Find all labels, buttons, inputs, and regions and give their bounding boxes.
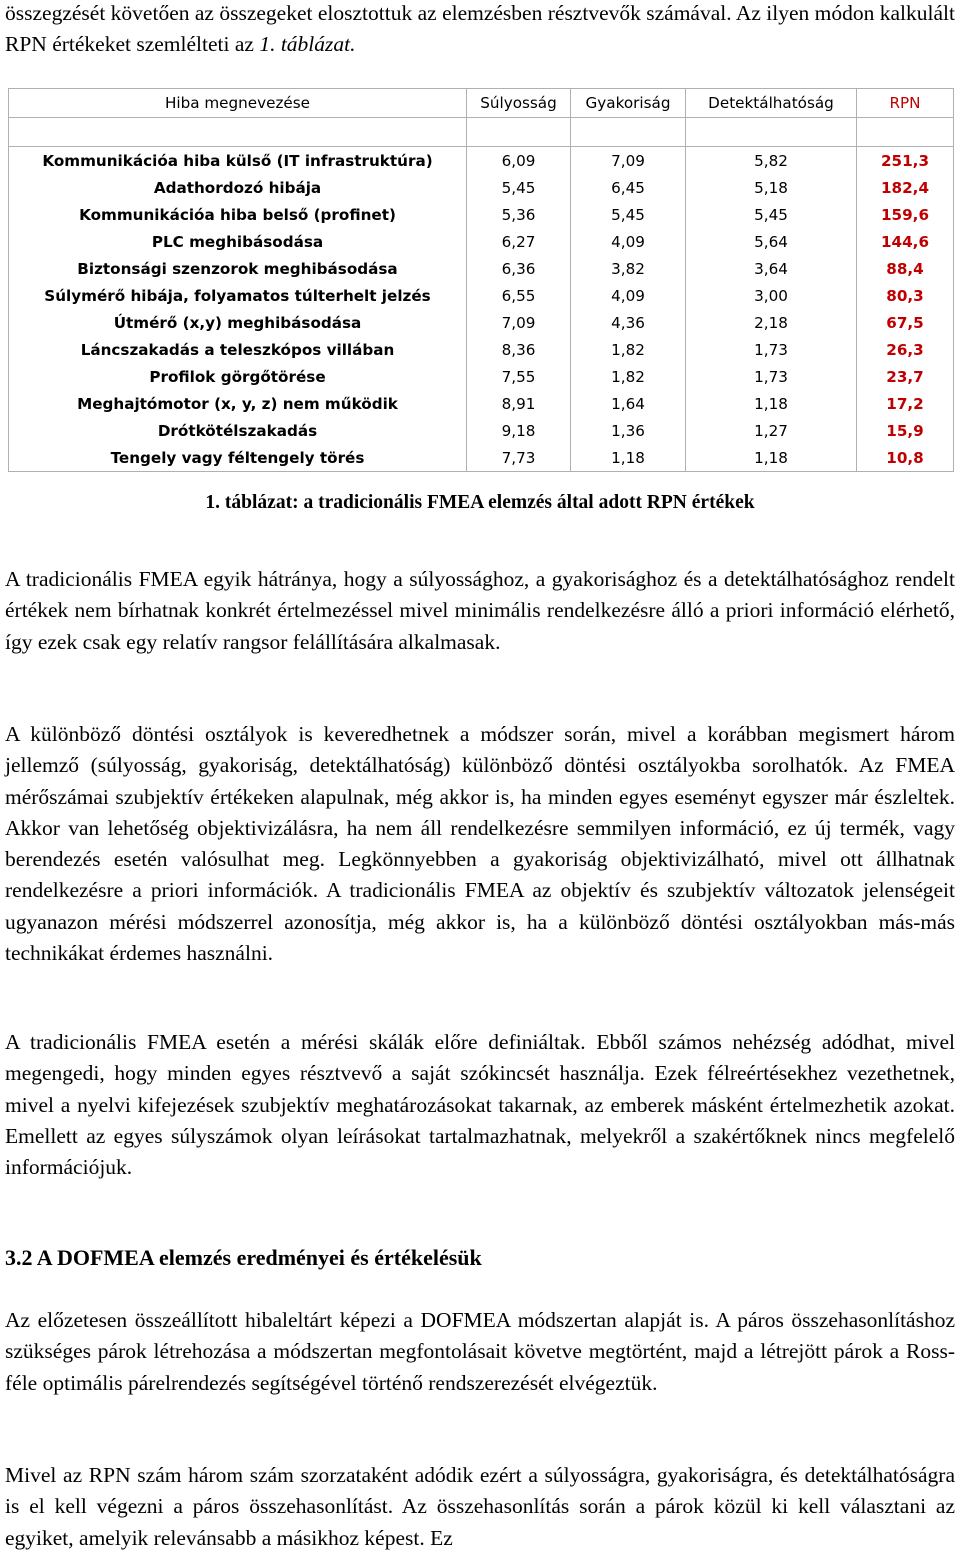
- cell-occurrence: 6,45: [571, 174, 686, 201]
- cell-rpn: 182,4: [857, 174, 954, 201]
- cell-detectability: 1,18: [686, 390, 857, 417]
- cell-detectability: 5,18: [686, 174, 857, 201]
- cell-failure-name: Kommunikációa hiba külső (IT infrastruktúra): [9, 147, 467, 175]
- cell-occurrence: 3,82: [571, 255, 686, 282]
- cell-rpn: 67,5: [857, 309, 954, 336]
- rpn-table: [8, 88, 954, 472]
- header-failure-name: Hiba megnevezése: [9, 89, 467, 118]
- cell-detectability: 1,73: [686, 336, 857, 363]
- table-row: [9, 201, 954, 228]
- cell-occurrence: 1,82: [571, 336, 686, 363]
- cell-detectability: 5,64: [686, 228, 857, 255]
- cell-severity: 6,09: [467, 147, 571, 175]
- cell-occurrence: 4,36: [571, 309, 686, 336]
- table-row: [9, 282, 954, 309]
- table-row: [9, 336, 954, 363]
- cell-detectability: 2,18: [686, 309, 857, 336]
- cell-failure-name: Súlymérő hibája, folyamatos túlterhelt jelzés: [9, 282, 467, 309]
- table-header-row: [9, 89, 954, 118]
- table-row: [9, 147, 954, 175]
- paragraph-2: A különböző döntési osztályok is keveredhetnek a módszer során, mivel a korábban megismert három jellemző (súlyosság, gyakoriság, detektálhatóság) különböző döntési osztályokba sorolhatók. Az FMEA mérőszámai szubjektív értékeken alapulnak, még akkor is, ha minden egyes eseményt egyszer már észleltek. Akkor van lehetőség objektivizálásra, ha nem áll rendelkezésre semmilyen információ, ez új termék, vagy berendezés esetén valósulhat meg. Legkönnyebben a gyakoriság objektivizálható, mivel ott állhatnak rendelkezésre a priori információk. A tradicionális FMEA az objektív és szubjektív változatok jelenségeit ugyanazon mérési módszerrel azonosítja, még akkor is, ha a különböző döntési osztályokban más-más technikákat érdemes használni.: [5, 722, 955, 966]
- table-row: [9, 417, 954, 444]
- cell-detectability: 1,18: [686, 444, 857, 472]
- cell-occurrence: 4,09: [571, 228, 686, 255]
- table-row: [9, 363, 954, 390]
- cell-failure-name: Biztonsági szenzorok meghibásodása: [9, 255, 467, 282]
- cell-rpn: 251,3: [857, 147, 954, 175]
- cell-severity: 8,91: [467, 390, 571, 417]
- cell-severity: 7,73: [467, 444, 571, 472]
- header-occurrence: Gyakoriság: [571, 89, 686, 118]
- cell-failure-name: Láncszakadás a teleszkópos villában: [9, 336, 467, 363]
- cell-severity: 5,45: [467, 174, 571, 201]
- cell-rpn: 80,3: [857, 282, 954, 309]
- cell-severity: 5,36: [467, 201, 571, 228]
- cell-failure-name: Meghajtómotor (x, y, z) nem működik: [9, 390, 467, 417]
- cell-severity: 7,55: [467, 363, 571, 390]
- cell-failure-name: Drótkötélszakadás: [9, 417, 467, 444]
- header-severity: Súlyosság: [467, 89, 571, 118]
- cell-failure-name: Tengely vagy féltengely törés: [9, 444, 467, 472]
- cell-rpn: 144,6: [857, 228, 954, 255]
- table-row: [9, 255, 954, 282]
- cell-occurrence: 1,18: [571, 444, 686, 472]
- cell-occurrence: 1,82: [571, 363, 686, 390]
- table-reference: 1. táblázat: [259, 32, 351, 57]
- cell-rpn: 10,8: [857, 444, 954, 472]
- paragraph-5: Mivel az RPN szám három szám szorzataként adódik ezért a súlyosságra, gyakoriságra, és detektálhatóságra is el kell végezni a páros összehasonlítást. Az összehasonlítás során a párok közül ki kell választani az egyiket, amelyik relevánsabb a másikhoz képest. Ez: [5, 1463, 955, 1550]
- cell-detectability: 1,27: [686, 417, 857, 444]
- cell-severity: 9,18: [467, 417, 571, 444]
- intro-text: összegzését követően az összegeket elosztottuk az elemzésben résztvevők számával. Az ilyen módon kalkulált RPN értékeket szemlélteti az: [5, 1, 955, 57]
- cell-detectability: 3,00: [686, 282, 857, 309]
- cell-detectability: 1,73: [686, 363, 857, 390]
- cell-severity: 6,36: [467, 255, 571, 282]
- cell-rpn: 159,6: [857, 201, 954, 228]
- cell-rpn: 15,9: [857, 417, 954, 444]
- cell-severity: 6,55: [467, 282, 571, 309]
- cell-rpn: 26,3: [857, 336, 954, 363]
- cell-failure-name: Adathordozó hibája: [9, 174, 467, 201]
- cell-rpn: 88,4: [857, 255, 954, 282]
- header-rpn: RPN: [857, 89, 954, 118]
- cell-failure-name: PLC meghibásodása: [9, 228, 467, 255]
- paragraph-1: A tradicionális FMEA egyik hátránya, hogy a súlyossághoz, a gyakorisághoz és a detektálhatósághoz rendelt értékek nem bírhatnak konkrét értelmezéssel mivel minimális rendelkezésre álló a priori információ elérhető, így ezek csak egy relatív rangsor felállítására alkalmasak.: [5, 567, 955, 654]
- intro-period: .: [350, 32, 356, 57]
- cell-occurrence: 5,45: [571, 201, 686, 228]
- cell-severity: 8,36: [467, 336, 571, 363]
- cell-occurrence: 1,36: [571, 417, 686, 444]
- cell-occurrence: 4,09: [571, 282, 686, 309]
- cell-failure-name: Útmérő (x,y) meghibásodása: [9, 309, 467, 336]
- paragraph-4: Az előzetesen összeállított hibaleltárt képezi a DOFMEA módszertan alapját is. A páros összehasonlításhoz szükséges párok létrehozása a módszertan megfontolásait követve megtörtént, majd a létrejött párok a Ross- féle optimális párelrendezés segítségével történő rendszerezését elvégeztük.: [5, 1308, 955, 1395]
- cell-failure-name: Profilok görgőtörése: [9, 363, 467, 390]
- cell-detectability: 5,82: [686, 147, 857, 175]
- section-heading: 3.2 A DOFMEA elemzés eredményei és értékelésük: [5, 1245, 482, 1270]
- header-detectability: Detektálhatóság: [686, 89, 857, 118]
- table-row: [9, 174, 954, 201]
- table-row: [9, 444, 954, 472]
- cell-rpn: 23,7: [857, 363, 954, 390]
- intro-paragraph: [5, 0, 955, 61]
- table-blank-row: [9, 118, 954, 147]
- table-caption: 1. táblázat: a tradicionális FMEA elemzés által adott RPN értékek: [205, 492, 755, 513]
- cell-occurrence: 1,64: [571, 390, 686, 417]
- cell-detectability: 3,64: [686, 255, 857, 282]
- cell-detectability: 5,45: [686, 201, 857, 228]
- cell-severity: 7,09: [467, 309, 571, 336]
- cell-rpn: 17,2: [857, 390, 954, 417]
- cell-occurrence: 7,09: [571, 147, 686, 175]
- table-row: [9, 228, 954, 255]
- paragraph-3: A tradicionális FMEA esetén a mérési skálák előre definiáltak. Ebből számos nehézség adódhat, mivel megengedi, hogy minden egyes résztvevő a saját szókincsét használja. Ezek félreértésekhez vezethetnek, mivel a nyelvi kifejezések szubjektív meghatározásokat takarnak, az emberek másként értelmezhetik azokat. Emellett az egyes súlyszámok olyan leírásokat tartalmazhatnak, melyekről a szakértőknek nincs megfelelő információjuk.: [5, 1030, 955, 1180]
- table-row: [9, 309, 954, 336]
- cell-severity: 6,27: [467, 228, 571, 255]
- cell-failure-name: Kommunikációa hiba belső (profinet): [9, 201, 467, 228]
- table-row: [9, 390, 954, 417]
